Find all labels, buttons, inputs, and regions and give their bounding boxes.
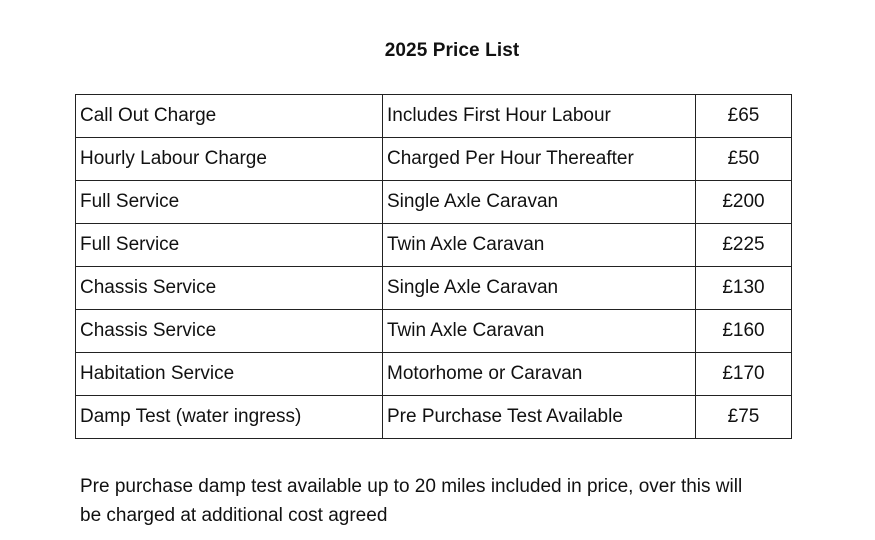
page-title: 2025 Price List	[384, 40, 520, 61]
price-cell: £65	[696, 95, 792, 138]
service-cell: Call Out Charge	[76, 95, 383, 138]
price-cell: £50	[696, 138, 792, 181]
footnote-line: be charged at additional cost agreed	[80, 505, 388, 526]
description-cell: Motorhome or Caravan	[383, 353, 696, 396]
price-cell: £170	[696, 353, 792, 396]
footnote-line: Pre purchase damp test available up to 20 miles included in price, over this will	[80, 476, 743, 497]
price-table	[75, 94, 792, 439]
service-cell: Chassis Service	[76, 310, 383, 353]
table-row	[76, 95, 792, 138]
table-row	[76, 181, 792, 224]
table-row	[76, 310, 792, 353]
table-row	[76, 396, 792, 439]
service-cell: Habitation Service	[76, 353, 383, 396]
price-cell: £160	[696, 310, 792, 353]
service-cell: Full Service	[76, 224, 383, 267]
price-cell: £130	[696, 267, 792, 310]
table-row	[76, 138, 792, 181]
service-cell: Full Service	[76, 181, 383, 224]
service-cell: Chassis Service	[76, 267, 383, 310]
description-cell: Twin Axle Caravan	[383, 310, 696, 353]
description-cell: Single Axle Caravan	[383, 181, 696, 224]
description-cell: Single Axle Caravan	[383, 267, 696, 310]
table-row	[76, 353, 792, 396]
description-cell: Charged Per Hour Thereafter	[383, 138, 696, 181]
table-row	[76, 267, 792, 310]
footnote	[80, 472, 800, 530]
service-cell: Damp Test (water ingress)	[76, 396, 383, 439]
description-cell: Pre Purchase Test Available	[383, 396, 696, 439]
price-cell: £75	[696, 396, 792, 439]
description-cell: Includes First Hour Labour	[383, 95, 696, 138]
price-cell: £225	[696, 224, 792, 267]
price-cell: £200	[696, 181, 792, 224]
table-row	[76, 224, 792, 267]
description-cell: Twin Axle Caravan	[383, 224, 696, 267]
service-cell: Hourly Labour Charge	[76, 138, 383, 181]
